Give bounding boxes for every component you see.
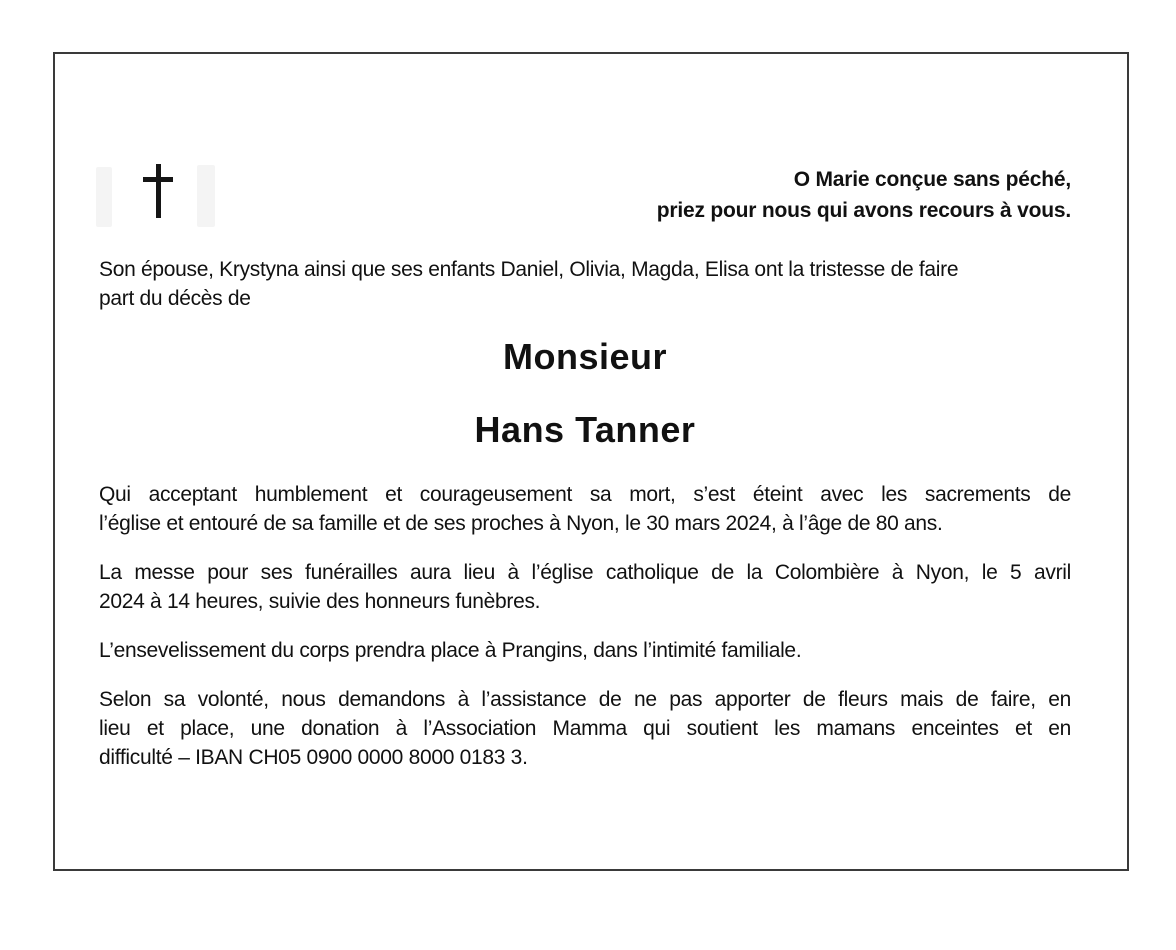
notice-paragraph-donation [99,685,1071,772]
paragraph-line: Qui acceptant humblement et courageusement sa mort, s’est éteint avec les sacrements de [99,483,1071,506]
scan-artifact-left [96,167,112,227]
intro-line-1: Son épouse, Krystyna ainsi que ses enfants Daniel, Olivia, Magda, Elisa ont la tristesse de faire [99,258,959,281]
notice-paragraph-mass [99,558,1071,616]
notice-header [99,164,1071,226]
marian-prayer [657,164,1071,226]
paragraph-line: Selon sa volonté, nous demandons à l’assistance de ne pas apporter de fleurs mais de faire, en [99,688,1071,711]
notice-paragraph-death [99,480,1071,538]
civility-title: Monsieur [502,336,667,377]
paragraph-line: 2024 à 14 heures, suivie des honneurs funèbres. [99,590,541,613]
cross-horizontal-bar [143,177,173,182]
paragraph-line: l’église et entouré de sa famille et de ses proches à Nyon, le 30 mars 2024, à l’âge de 80 ans. [99,512,943,535]
paragraph-line: difficulté – IBAN CH05 0900 0000 8000 0183 3. [99,746,528,769]
latin-cross-icon [143,164,173,218]
prayer-line-2: priez pour nous qui avons recours à vous. [656,199,1071,222]
paragraph-line: La messe pour ses funérailles aura lieu à l’église catholique de la Colombière à Nyon, le 5 avril [99,561,1071,584]
deceased-name: Hans Tanner [474,409,696,450]
cross-vertical-bar [156,164,161,218]
intro-text [99,255,1071,313]
scan-artifact-right [197,165,215,227]
death-notice-frame [53,52,1129,871]
notice-paragraph-burial [99,636,1071,665]
intro-line-2: part du décès de [99,287,251,310]
paragraph-line: L’ensevelissement du corps prendra place à Prangins, dans l’intimité familiale. [99,639,802,662]
paragraph-line: lieu et place, une donation à l’Association Mamma qui soutient les mamans enceintes et en [99,717,1071,740]
prayer-line-1: O Marie conçue sans péché, [793,168,1071,191]
